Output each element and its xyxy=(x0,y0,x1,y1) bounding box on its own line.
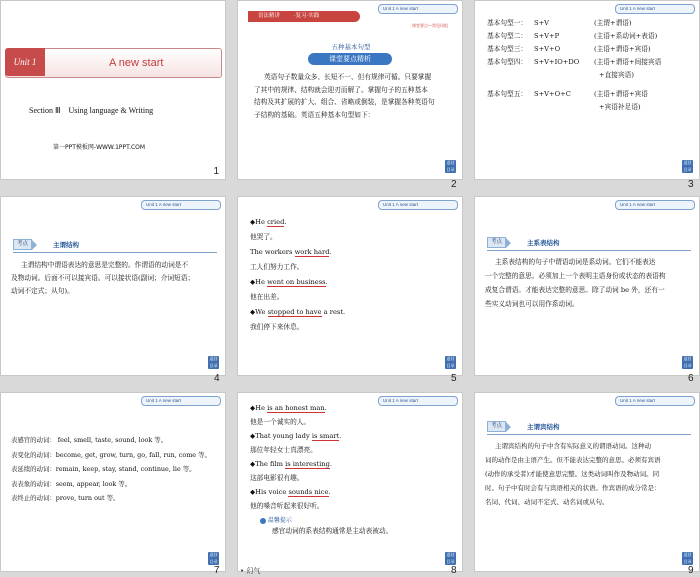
unit-tag: Unit 1 A new start xyxy=(615,4,695,14)
example-sentence: ◆He is an honest man. xyxy=(250,404,327,412)
text-line: 一个完整的意思。必须加上一个表明主语身份或状态的表语构 xyxy=(485,272,666,280)
divider xyxy=(487,250,691,251)
example-translation: 工人们努力工作。 xyxy=(250,263,304,271)
header-left: 语法精讲 xyxy=(258,13,281,19)
page-number-3: 3 xyxy=(688,179,694,190)
header-mid: ·复习·实践 xyxy=(293,13,320,19)
pattern-row: 基本句型一： S+V (主谓+谓语) xyxy=(487,19,632,27)
text-line: 子结构的基础。英语五种基本句型如下： xyxy=(254,110,375,119)
linking-verb-list xyxy=(11,433,225,506)
divider xyxy=(487,434,691,435)
text-line: 词的动作是由主语产生。但不能表达完整的意思。必须有宾语 xyxy=(485,456,661,464)
unit-tag: Unit 1 A new start xyxy=(141,200,221,210)
banner: 课堂要点精析 xyxy=(308,53,392,65)
top-note: 课堂要点—常见词组 xyxy=(412,23,448,28)
tip-label: 温馨提示 xyxy=(260,515,292,524)
example-translation: 他是一个诚实的人。 xyxy=(250,418,311,426)
back-to-toc-button[interactable]: 返回 目录 xyxy=(446,356,455,368)
pattern-row: 基本句型四： S+V+IO+DO (主语+谓语+间接宾语 xyxy=(487,58,662,66)
unit-tag: Unit 1 A new start xyxy=(141,396,221,406)
example-sentence: The workers work hard. xyxy=(250,248,332,256)
text-line: 成复合谓语。才能表达完整的意思。除了动词 be 外，还有一 xyxy=(485,286,665,294)
intro-paragraph xyxy=(254,71,456,121)
tip-icon xyxy=(260,518,266,524)
divider xyxy=(13,252,217,253)
verb-category: 表感官的动词： feel, smell, taste, sound, look 等。 xyxy=(11,436,168,444)
text-line: (动作的承受者)才能使意思完整。这类动词叫作及物动词。同 xyxy=(485,470,660,478)
example-list xyxy=(250,215,460,335)
slide-number: 1 xyxy=(213,166,219,177)
slide-title: A new start xyxy=(109,57,164,69)
slide-thumbnail-6[interactable] xyxy=(474,196,700,376)
verb-category: 表变化的动词：become, get, grow, turn, go, fall, run, come 等。 xyxy=(11,450,211,459)
text-line: 主谓结构中谓语表达的意思是完整的。作谓语的动词是不 xyxy=(21,261,189,269)
back-to-toc-button[interactable]: 返回 目录 xyxy=(683,552,692,564)
example-translation: 这部电影很有趣。 xyxy=(250,474,304,482)
back-to-toc-button[interactable]: 返回 目录 xyxy=(683,356,692,368)
text-line: 时。句子中有时会有与宾语相关的状语。作宾语的成分常是： xyxy=(485,484,661,492)
unit-badge: Unit 1 xyxy=(5,48,45,76)
page-number-8: 8 xyxy=(451,565,457,576)
kaodian-header xyxy=(487,421,560,432)
back-to-toc-button[interactable]: 返回 目录 xyxy=(683,160,692,172)
header-band xyxy=(248,11,360,22)
pattern-row-cont: +宾语补足语) xyxy=(599,103,641,111)
text-line: 主谓宾结构的句子中含有实际意义的谓语动词。这种动 xyxy=(495,442,651,450)
arrow-icon xyxy=(506,238,511,248)
slide-thumbnail-3[interactable] xyxy=(474,0,700,180)
example-list xyxy=(250,401,460,513)
slide-thumbnail-2[interactable] xyxy=(237,0,463,180)
tip-text: 感官动词的系表结构通常是主动表被动。 xyxy=(272,527,393,535)
example-translation: 他哭了。 xyxy=(250,233,277,241)
slide-thumbnail-9[interactable] xyxy=(474,392,700,572)
pattern-row-cont: +直接宾语) xyxy=(599,71,634,79)
text-line: 了其中的规律、结构就会迎刃而解了。掌握句子的五种基本 xyxy=(254,85,428,94)
explanation-paragraph xyxy=(485,439,697,509)
back-to-toc-button[interactable]: 返回 目录 xyxy=(209,356,218,368)
text-line: 及物动词。后面不可以接宾语。可以接状语(副词；介词短语； xyxy=(11,274,195,282)
pattern-row: 基本句型三： S+V+O (主语+谓语+宾语) xyxy=(487,45,651,53)
sentence-pattern-list xyxy=(487,17,697,114)
kaodian-badge: 考点 xyxy=(487,237,506,248)
text-line: 些实义动词也可以用作系动词。 xyxy=(485,300,579,308)
example-translation: 那位年轻女士真漂亮。 xyxy=(250,446,317,454)
example-translation: 他的嗓音听起来很好听。 xyxy=(250,502,324,510)
text-line: 名词、代词、动词不定式、动名词或从句。 xyxy=(485,498,609,506)
back-to-toc-button[interactable]: 返回 目录 xyxy=(209,552,218,564)
unit-tag: Unit 1 A new start xyxy=(378,396,458,406)
page-number-9: 9 xyxy=(688,565,694,576)
page-number-4: 4 xyxy=(214,373,220,384)
back-to-toc-button[interactable]: 返回 目录 xyxy=(446,160,455,172)
arrow-icon xyxy=(506,422,511,432)
explanation-paragraph xyxy=(11,259,221,298)
example-sentence: ◆That young lady is smart. xyxy=(250,432,342,440)
back-to-toc-button[interactable]: 返回 目录 xyxy=(446,552,455,564)
page-number-5: 5 xyxy=(451,373,457,384)
slide-thumbnail-4[interactable] xyxy=(0,196,226,376)
page-number-2: 2 xyxy=(451,179,457,190)
verb-category: 表终止的动词：prove, turn out 等。 xyxy=(11,494,120,502)
example-translation: 他在出差。 xyxy=(250,293,284,301)
unit-tag: Unit 1 A new start xyxy=(378,200,458,210)
text-line: 动词不定式；从句)。 xyxy=(11,287,74,295)
slide-thumbnail-8[interactable] xyxy=(237,392,463,572)
arrow-icon xyxy=(32,240,37,250)
kaodian-title: 主谓结构 xyxy=(53,241,80,249)
kaodian-title: 主系表结构 xyxy=(527,239,560,247)
page-number-6: 6 xyxy=(688,373,694,384)
verb-category: 表表象的动词：seem, appear, look 等。 xyxy=(11,479,132,488)
kaodian-title: 主谓宾结构 xyxy=(527,423,560,431)
kaodian-header xyxy=(13,239,79,250)
example-translation: 我们停下来休息。 xyxy=(250,323,304,331)
text-line: 主系表结构的句子中谓语动词是系动词。它们不能表达 xyxy=(495,258,656,266)
text-line: 英语句子数量众多、长短不一、但有规律可循。只要掌握 xyxy=(264,73,432,81)
slide-thumbnail-7[interactable] xyxy=(0,392,226,572)
text-line: 结构及其扩展的扩大、组合、省略或倒装，是掌握各种英语句 xyxy=(254,98,435,106)
example-sentence: ◆The film is interesting. xyxy=(250,460,332,468)
section-title: Section Ⅲ Using language & Writing xyxy=(29,106,154,115)
section-heading: 五种基本句型 xyxy=(331,43,371,51)
pattern-row: 基本句型二： S+V+P (主语+系动词+表语) xyxy=(487,32,658,40)
example-sentence: ◆His voice sounds nice. xyxy=(250,488,331,496)
slide-thumbnail-5[interactable] xyxy=(237,196,463,376)
kaodian-badge: 考点 xyxy=(487,421,506,432)
page-number-7: 7 xyxy=(214,565,220,576)
pattern-row: 基本句型五： S+V+O+C (主语+谓语+宾语 xyxy=(487,90,648,98)
example-sentence: ◆He cried. xyxy=(250,218,287,226)
verb-category: 表延续的动词：remain, keep, stay, stand, continue, lie 等。 xyxy=(11,465,196,473)
example-sentence: ◆He went on business. xyxy=(250,278,328,286)
explanation-paragraph xyxy=(485,255,695,311)
status-indicator: • 幻气 xyxy=(240,567,261,575)
unit-tag: Unit 1 A new start xyxy=(378,4,458,14)
slide-thumbnail-1[interactable] xyxy=(0,0,226,180)
example-sentence: ◆We stopped to have a rest. xyxy=(250,308,346,316)
unit-tag: Unit 1 A new start xyxy=(615,200,695,210)
kaodian-header xyxy=(487,237,560,248)
unit-tag: Unit 1 A new start xyxy=(615,396,695,406)
kaodian-badge: 考点 xyxy=(13,239,32,250)
footer-link: 第一PPT模板网-WWW.1PPT.COM xyxy=(53,144,146,151)
